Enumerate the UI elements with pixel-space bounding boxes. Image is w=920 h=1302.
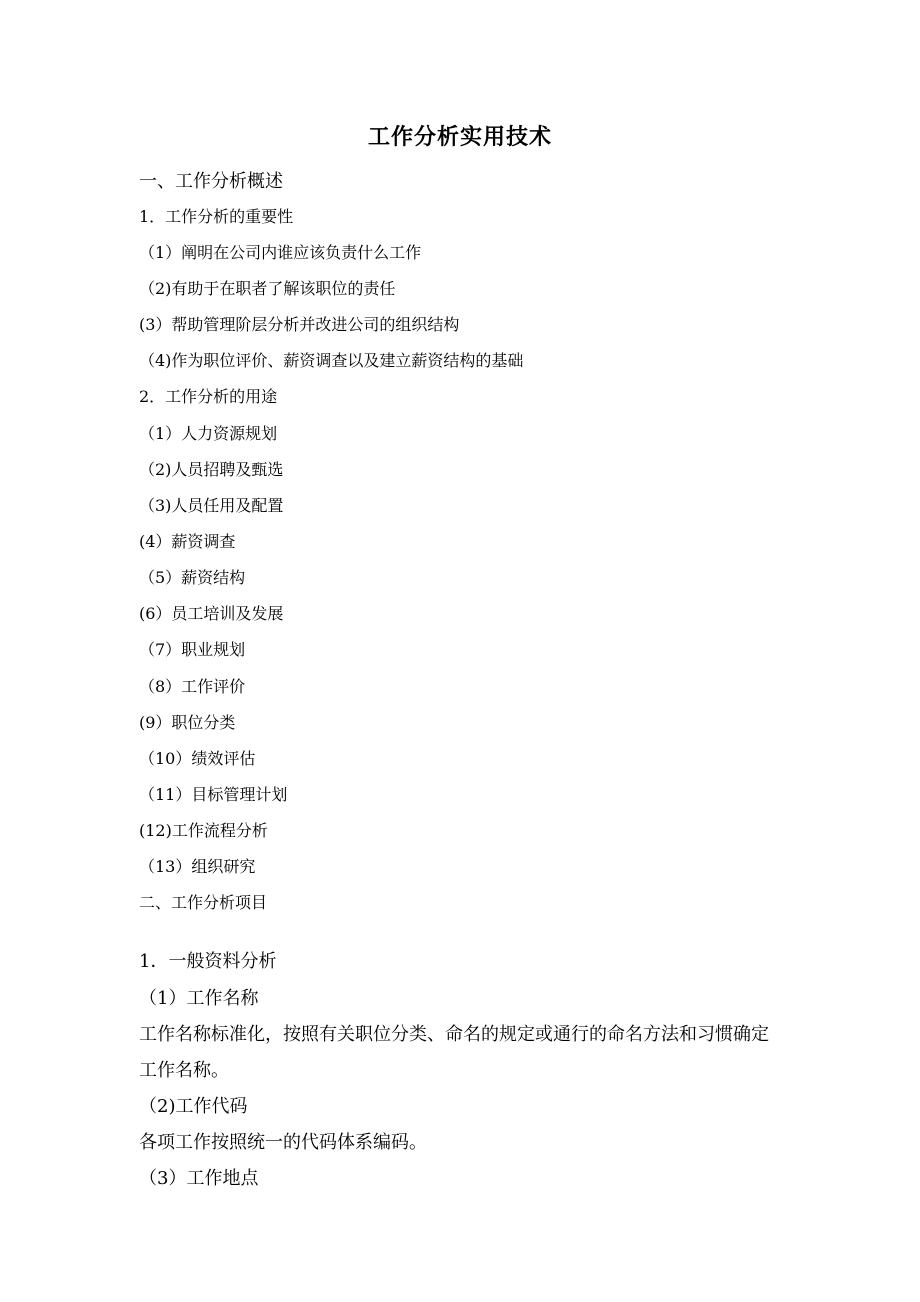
list-item: (3）帮助管理阶层分析并改进公司的组织结构 [139, 315, 460, 334]
list-item: （1）阐明在公司内谁应该负责什么工作 [139, 243, 422, 262]
list-item: （13）组织研究 [139, 857, 256, 876]
sub-heading-job-location: （3）工作地点 [139, 1168, 259, 1189]
item-heading-importance: 1．工作分析的重要性 [139, 207, 294, 226]
document-title: 工作分析实用技术 [367, 125, 552, 150]
section-heading-items: 二、工作分析项目 [139, 893, 268, 912]
list-item: （10）绩效评估 [139, 749, 256, 768]
list-item: （11）目标管理计划 [139, 785, 288, 804]
list-item: (12)工作流程分析 [139, 821, 268, 840]
list-item: （8）工作评价 [139, 677, 246, 696]
list-item: （3)人员任用及配置 [139, 496, 284, 515]
paragraph-line: 工作名称。 [139, 1060, 229, 1081]
item-heading-uses: 2．工作分析的用途 [139, 387, 278, 406]
list-item: （2)有助于在职者了解该职位的责任 [139, 279, 396, 298]
list-item: （5）薪资结构 [139, 568, 246, 587]
sub-heading-job-code: （2)工作代码 [139, 1096, 248, 1117]
list-item: (6）员工培训及发展 [139, 604, 284, 623]
item-heading-general-data: 1．一般资料分析 [139, 951, 277, 972]
list-item: (9）职位分类 [139, 713, 236, 732]
section-heading-overview: 一、工作分析概述 [139, 171, 283, 192]
list-item: （2)人员招聘及甄选 [139, 460, 284, 479]
list-item: （7）职业规划 [139, 640, 246, 659]
list-item: （1）人力资源规划 [139, 424, 278, 443]
paragraph-line: 各项工作按照统一的代码体系编码。 [139, 1132, 427, 1153]
list-item: (4）薪资调查 [139, 532, 236, 551]
paragraph-line: 工作名称标准化，按照有关职位分类、命名的规定或通行的命名方法和习惯确定 [139, 1024, 769, 1045]
sub-heading-job-name: （1）工作名称 [139, 988, 259, 1009]
list-item: （4)作为职位评价、薪资调查以及建立薪资结构的基础 [139, 351, 524, 370]
